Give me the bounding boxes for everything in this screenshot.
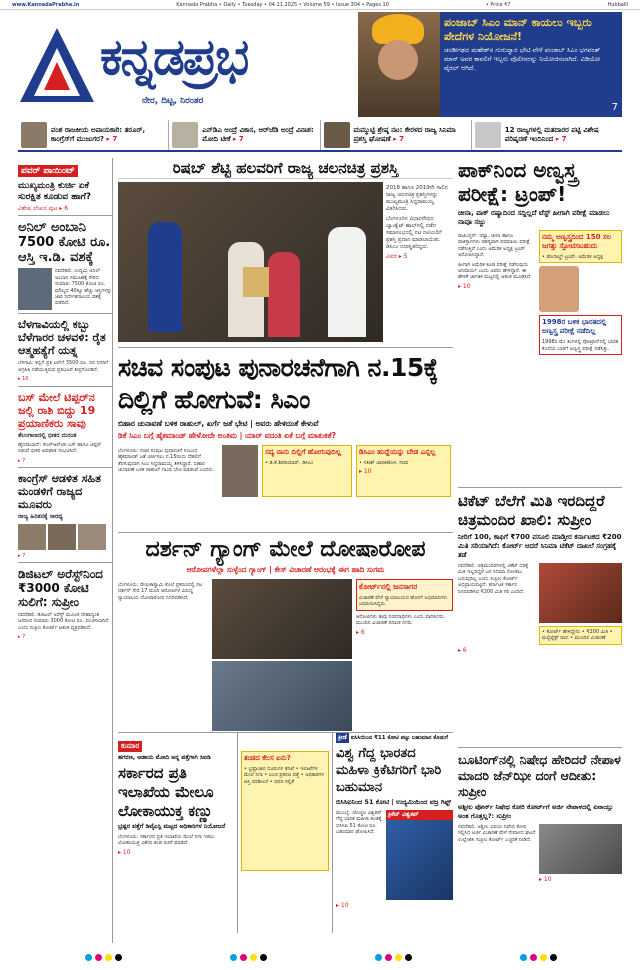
supreme-court-photo [539,824,622,874]
quote-text: ಡಿಸಿಎಂ ಹುದ್ದೆಯನ್ನು ಬೇಡ ಎನ್ನಲ್ಲ [359,448,436,456]
top-strip [0,0,640,10]
box-title: 1998ರ ಬಳಿಕ ಭಾರತದಲ್ಲಿ ಅಣ್ವಸ್ತ್ರ ಪರೀಕ್ಷೆ ನಡೆದಿಲ್ಲ [542,318,607,336]
promo-photo [358,12,440,117]
teaser-bar [18,120,622,152]
city: Hubballi [607,2,628,8]
teaser-item[interactable] [169,120,320,150]
quote-text: ಸದ್ಯ ನಾನು ದಿಲ್ಲಿಗೆ ಹೋಗುವುದಿಲ್ಲ [265,448,342,456]
website-url[interactable]: www.KannadaPrabha.in [12,2,80,8]
teaser-page: ▸ 7 [232,135,244,143]
power-point-page: ವಿಶೇಷ ಲೇಖನ ಪುಟ ▸ 6 [18,205,69,212]
story-subhead: ಅಶ್ಲೀಲ ಪೋರ್ನ್ ನಿಷೇಧ ಕೋರಿ ಕೋರ್ಟ್‌ಗೆ ಅರ್ಜಿ ನೇಪಾಳದಲ್ಲಿ ಏನಾಯ್ತು ಅಂತ ಗೊತ್ತಲ್ಲ?: ಸುಪ್ರೀಂ [458,803,614,820]
story-page: ▸ 10 [118,848,131,856]
logo-wordmark: ಕನ್ನಡಪ್ರಭ [100,28,248,86]
story-body: ಬೆಂಗಳೂರು: ಸಚಿವ ಸಂಪುಟ ಪುನಾರಚನೆ ಸಂಬಂಧ ಹೈಕಮಾಂಡ್ ಜತೆ ಚರ್ಚಿಸಲು ನ.15ರಂದು ದೆಹಲಿಗೆ ತೆರಳುವುದಾಗಿ ಸಿಎಂ ಸಿದ್ದರಾಮಯ್ಯ ತಿಳಿಸಿದ್ದಾರೆ. ಬಿಹಾರ ಚುನಾವಣೆ ಬಳಿಕ ರಾಹುಲ್ ಗಾಂಧಿ ಭೇಟಿ ಮಾಡುವೆ ಎಂದರು. [118,448,215,474]
darshan-sidebox [356,579,453,611]
story-subhead: ಬಿಹಾರ ಚುನಾವಣೆ ಬಳಿಕ ರಾಹುಲ್, ಖರ್ಗೆ ಜತೆ ಭೇಟಿ | ಅವರು ಹೇಳಿದಂತೆ ಕೇಳುವೆ [118,419,319,428]
story-headline: ಪಾಕ್‌ನಿಂದ ಅಣ್ವಸ್ತ್ರ ಪರೀಕ್ಷೆ: ಟ್ರಂಪ್! [458,158,578,206]
story-body: ಬೆಂಗಳೂರು: ರೇಣುಕಾಸ್ವಾಮಿ ಕೊಲೆ ಪ್ರಕರಣದಲ್ಲಿ ನಟ ದರ್ಶನ್ ಸೇರಿ 17 ಮಂದಿ ಆರೋಪಿಗಳ ವಿರುದ್ಧ ನ್ಯಾಯಾಲಯ ದೋಷಾರೋಪ ನಿಗದಿಪಡಿಸಿದೆ. [118,582,203,601]
teaser-item[interactable] [321,120,472,150]
box-title: ತಂಡದ ಕೆಲಸ ಏನು? [244,754,291,762]
teaser-text: 12 ರಾಜ್ಯಗಳಲ್ಲಿ ಮತದಾರರ ಪಟ್ಟಿ ವಿಶೇಷ ಪರಿಷ್ಕರಣೆ ಇಂದಿನಿಂದ [504,126,599,143]
story-headline: ಸರ್ಕಾರದ ಪ್ರತಿ ಇಲಾಖೆಯ ಮೇಲೂ ಲೋಕಾಯುಕ್ತ ಕಣ್ಣು [118,764,214,820]
member-photo [48,524,76,550]
print-registration-marks [375,954,412,961]
masthead-promo[interactable] [358,12,622,117]
power-point-text: ಮುಖ್ಯಮಂತ್ರಿ ಕುರ್ಚಿ ಏಕೆ ಸುರಕ್ಷಿತ ಕೂಡುವ ಹಾಗೆ? [18,181,92,202]
story-subhead: ಆರೋಪಗಳೆಲ್ಲಾ ಸುಳ್ಳೆಂದ ಗ್ಯಾಂಗ್ | ಕೇಸ್ ವಿಚಾರಣೆ ಆರಂಭಕ್ಕೆ ಈಗ ಹಾದಿ ಸುಗಮ [186,565,385,574]
story-subhead: ನೀರಿಗೆ 100, ಕಾಫಿಗೆ ₹700 ವಸೂಲಿ ಮಾಡ್ತೀರ ಕರ್ನಾಟಕದ ₹200 ಮಿತಿ ಸರಿಯಾಗಿದೆ: ಕೋರ್ಟ್ ಆದರೆ ಸಿನಿಮಾ ಟಿಕೆಟ್ ದಾಖಲೆ ಸಂಗ್ರಹಕ್ಕೆ ತಡೆ [458,533,622,559]
quote-author: • ಸತೀಶ್ ಜಾರಕಿಹೊಳಿ, ಸಚಿವ [359,460,409,466]
story-body-2: ಹೀಗಾಗಿ ಅಮೆರಿಕ ಕೂಡ ಪರೀಕ್ಷೆ ನಡೆಸುವುದು ಅನಿವಾರ್ಯ ಎಂದು ಅವರು ಹೇಳಿದ್ದಾರೆ. ಈ ಹೇಳಿಕೆ ಜಾಗತಿಕ ಮಟ್ಟದಲ್ಲಿ ಆತಂಕ ಮೂಡಿಸಿದೆ. [458,261,532,281]
sidebox-title: ಕೋರ್ಟ್‌ನಲ್ಲಿ ಜನಸಾಗರ [359,582,418,591]
kumar-tag: ಕುಮಾರ [118,741,142,752]
print-registration-marks [520,954,557,961]
story-headline: ಬೂಟಿಂಗ್‌ನಲ್ಲಿ ನಿಷೇಧ ಹೇರಿದರೆ ನೇಪಾಳ ಮಾದರಿ ಜೆನ್‌ಝೀ ದಂಗೆ ಆದೀತು: ಸುಪ್ರೀಂ [458,752,621,799]
logo[interactable] [18,12,363,117]
member-photo [18,524,46,550]
lokayukta-box [238,733,333,933]
center-column [118,158,453,943]
story-headline: ಸಚಿವ ಸಂಪುಟ ಪುನಾರಚನೆಗಾಗಿ ನ.15ಕ್ಕೆ ದಿಲ್ಲಿಗೆ ಹೋಗುವೆ: ಸಿಎಂ [118,353,438,414]
box-body: • ಕೋರ್ಟ್ ಹೇಳಿದ್ದೇನು • ₹200 ಮಿತಿ • ಮಲ್ಟಿಪ್ಲೆಕ್ಸ್ ವಾದ • ಮುಂದಿನ ವಿಚಾರಣೆ [542,629,613,642]
story-cabinet[interactable] [118,348,453,533]
court-crowd-photo [212,661,352,731]
teaser-item[interactable] [18,120,169,150]
sport-box-title: ಕ್ರಿಕೆಟ್ ವಿಶ್ವಕಪ್ [386,810,453,820]
story-subhead: ಚೀನಾ, ಪಾಕ್ ರಷ್ಯಾದಿಂದ ಸದ್ದಿಲ್ಲದೆ ಟೆಸ್ಟ್ ಹೀಗಾಗಿ ಪರೀಕ್ಷೆ ಮಾಡಲು ನಾವೂ ಸಜ್ಜು [458,209,610,226]
story-headline: ಬೆಳಗಾವಿಯಲ್ಲಿ ಕಬ್ಬು ಬೆಳೆಗಾರರ ಚಳವಳಿ: ರೈತ ಆತ್ಮಹತ್ಯೆಗೆ ಯತ್ನ [18,318,106,358]
teaser-page: ▸ 7 [106,135,118,143]
teaser-text: ಮಮ್ಮುಟ್ಟಿ ಶ್ರೇಷ್ಠ ನಟ: ಕೇರಳದ ರಾಜ್ಯ ಸಿನಿಮಾ ಪ್ರಶಸ್ತಿ ಘೋಷಣೆ [353,126,456,143]
teaser-text: ಎನ್‌ಡಿಎ ಅಂದ್ರೆ ವಿಕಾಸ, ಆರ್‌ಜೆಡಿ ಅಂದ್ರೆ ವಿನಾಶ: ಮೋದಿ ಟೀಕೆ [202,126,314,143]
story-womens-cricket[interactable] [333,733,453,933]
box-body: 1998ರ ಮೇ ತಿಂಗಳಲ್ಲಿ ಪೋಖ್ರಾನ್‌ನಲ್ಲಿ ಭಾರತ ಕೊನೆಯ ಬಾರಿಗೆ ಅಣ್ವಸ್ತ್ರ ಪರೀಕ್ಷೆ ನಡೆಸಿತ್ತು. [542,339,619,352]
story-subhead: ರಾಜ್ಯ ಹಿರಿತನಕ್ಕೆ ಸಾರಥ್ಯ [18,513,63,521]
story-body-filler: ಬೆಂಗಳೂರಿನ ವಿಧಾನಸೌಧದ ಬ್ಯಾಂಕ್ವೆಟ್ ಹಾಲ್‌ನಲ್ಲಿ ನಡೆದ ಸಮಾರಂಭದಲ್ಲಿ ನಟ ನಟಿಯರಿಗೆ ಪ್ರಶಸ್ತಿ ಪ್ರದಾನ ಮಾಡಲಾಯಿತು. ಡಿಸಿಎಂ ಉಪಸ್ಥಿತರಿದ್ದರು. [386,216,442,250]
power-point-tag: ಪವರ್ ಪಾಯಿಂಟ್ [18,165,78,177]
story-page: ▸ 10 [336,902,349,909]
story-ambani[interactable] [18,220,112,314]
story-headline: ಅನಿಲ್ ಅಂಬಾನಿ 7500 ಕೋಟಿ ರೂ. ಆಸ್ತಿ ಇ.ಡಿ. ವಶಕ್ಕೆ [18,220,111,266]
story-page: ▸ 10 [359,468,372,476]
teaser-text: ವಂಶ ರಾಜಕೀಯ ಅಪಾಯಕಾರಿ: ತರೂರ್, ಕಾಂಗ್ರೆಸ್‌ಗೆ ಮುಜುಗರ? [51,126,146,143]
kumar-sub: ಹಗರಣ, ಅಡಾಯ ಮೋದಿ ಅನ್ನ ಪತ್ತೆಗಾಗಿ ಸಿಐಡಿ [118,754,211,761]
print-registration-marks [85,954,122,961]
teaser-page: ▸ 7 [555,135,567,143]
story-page: ▸ 7 [18,634,26,641]
story-bus-accident[interactable] [18,391,112,469]
story-headline: ರಿಷಬ್ ಶೆಟ್ಟಿ ಹಲವರಿಗೆ ರಾಜ್ಯ ಚಲನಚಿತ್ರ ಪ್ರಶಸ್ತಿ [118,158,453,179]
price: • Price ₹7 [485,2,511,8]
story-page: ▸ 7 [18,552,26,559]
teaser-photo [172,122,198,148]
story-body: ಬೆಳಗಾವಿ: ಕಬ್ಬಿಗೆ ಪ್ರತಿ ಟನ್‌ಗೆ 3500 ರೂ. ದರ ನಿಗದಿಗೆ ಆಗ್ರಹಿಸಿ ನಡೆಯುತ್ತಿರುವ ಪ್ರತಿಭಟನೆ ತೀವ್ರಗೊಂಡಿದೆ. [18,360,109,373]
box-body: • ಭ್ರಷ್ಟಾಚಾರ ದೂರುಗಳ ತನಿಖೆ • ಇಲಾಖೆಗಳ ಮೇಲೆ ನಿಗಾ • ಲಂಚ ಪ್ರಕರಣ ಪತ್ತೆ • ಅಧಿಕಾರಿಗಳ ಆಸ್ತಿ ಪರಿಶೀಲನೆ • ವರದಿ ಸಲ್ಲಿಕೆ [244,766,324,785]
quote-text: ನಮ್ಮ ಅಣ್ವಸ್ತ್ರದಿಂದ 150 ಸಲ ಜಗತ್ತು ಸ್ಫೋಟಿಸಬಹುದು [542,233,612,250]
story-film-awards[interactable] [118,158,453,348]
edition-info: Kannada Prabha • Daily • Tuesday • 04.11.2025 • Volume 59 • Issue 304 • Pages 10 [176,2,389,8]
story-body: 2018 ಹಾಗೂ 2019ನೇ ಸಾಲಿನ ರಾಜ್ಯ ಚಲನಚಿತ್ರ ಪ್ರಶಸ್ತಿಗಳನ್ನು ಮುಖ್ಯಮಂತ್ರಿ ಸಿದ್ದರಾಮಯ್ಯ ವಿತರಿಸಿದರು. [386,185,448,212]
story-subhead: ಬಿಸಿಸಿಐನಿಂದ 51 ಕೋಟಿ | ಉದ್ಯಮಿಯಿಂದ ವಜ್ರ ಗಿಫ್ಟ್ [336,798,452,806]
tagline: ನೇರ, ದಿಟ್ಟ, ನಿರಂತರ [142,96,204,106]
sport-kicker: ಐಸಿಸಿಯಿಂದ ₹11 ಕೋಟಿ ಪಟ್ಟು ಬಹುಮಾನ ಕೊಡುಗೆ [350,734,449,741]
sport-tag: ಕ್ರೀಡೆ [338,734,347,741]
ambani-photo [18,268,52,310]
story-cinema-ticket[interactable] [458,488,622,748]
theatre-photo [539,563,622,623]
power-point-box[interactable] [18,158,112,216]
cinema-points-box [539,626,622,645]
story-headline: ಬಸ್ ಮೇಲೆ ಟಿಪ್ಪರ್‌ನ ಜಲ್ಲಿ ರಾಶಿ ಬಿದ್ದು 19 ಪ್ರಯಾಣಿಕರು ಸಾವು [18,390,96,430]
quote-box-dks [262,445,352,497]
promo-headline: ಪಂಜಾಬ್ ಸಿಎಂ ಮಾನ್ ಕಾಯಲು ಇಬ್ಬರು ಪೇದೆಗಳ ನಿಯೋಜನೆ! [444,16,592,43]
left-column [18,158,113,943]
trump-quote-box [539,230,622,263]
story-body: ಬೆಂಗಳೂರು: ಸರ್ಕಾರದ ಪ್ರತಿ ಇಲಾಖೆಯ ಮೇಲೆ ನಿಗಾ ಇಡಲು ಲೋಕಾಯುಕ್ತ ವಿಶೇಷ ತಂಡ ರಚನೆ ಮಾಡಿದೆ. [118,834,215,847]
story-body-2: ಆರೋಪಿಗಳು ತಾವು ನಿರಪರಾಧಿಗಳು ಎಂದು ವಾದಿಸಿದರು. ಮುಂದಿನ ವಿಚಾರಣೆ ದಿನಾಂಕ ನಿಗದಿ. [356,613,446,627]
story-trump[interactable] [458,158,622,488]
story-headline: ದರ್ಶನ್ ಗ್ಯಾಂಗ್ ಮೇಲೆ ದೋಷಾರೋಪ [145,537,426,562]
story-subhead: ತೆಲಂಗಾಣದಲ್ಲಿ ಭೀಕರ ದುರಂತ [18,431,77,439]
teaser-item[interactable] [472,120,622,150]
trump-photo [539,266,579,312]
story-headline: ಡಿಜಿಟಲ್ ಅರೆಸ್ಟ್‌ನಿಂದ ₹3000 ಕೋಟಿ ಸುಲಿಗೆ: ಸುಪ್ರೀಂ [18,567,103,610]
story-body: ನವದೆಹಲಿ: ಉದ್ಯಮಿ ಅನಿಲ್ ಅಂಬಾನಿ ಸಮೂಹಕ್ಕೆ ಸೇರಿದ ಸುಮಾರು 7500 ಕೋಟಿ ರೂ. ಮೌಲ್ಯದ 40ಕ್ಕೂ ಹೆಚ್ಚು ಆಸ್ತಿಗಳನ್ನು ಜಾರಿ ನಿರ್ದೇಶನಾಲಯ ವಶಕ್ಕೆ ಪಡೆದಿದೆ. [55,268,112,307]
teaser-photo [21,122,47,148]
logo-triangle-icon [18,26,96,104]
quote-box-jarkiholi [356,445,451,497]
teaser-photo [324,122,350,148]
nuclear-test-box [539,315,622,355]
quote-author: • ಡಿ.ಕೆ.ಶಿವಕುಮಾರ್, ಡಿಸಿಎಂ [265,460,314,466]
right-column [458,158,622,943]
story-body: ಹೈದರಾಬಾದ್: ಕೆಎಸ್‌ಆರ್‌ಟಿಸಿ ಬಸ್ ಹಾಗೂ ಟಿಪ್ಪರ್ ನಡುವೆ ಭೀಕರ ಅಪಘಾತ ಸಂಭವಿಸಿದೆ. [18,442,102,455]
story-digital-arrest[interactable] [18,567,112,641]
story-genz[interactable] [458,748,622,883]
sidebox-body: ವಿಚಾರಣೆ ವೇಳೆ ನ್ಯಾಯಾಲಯದ ಹೊರಗೆ ಅಭಿಮಾನಿಗಳು ಜಮಾಯಿಸಿದ್ದರು. [359,595,448,608]
story-lokayukta[interactable] [118,733,238,933]
story-body: ನವದೆಹಲಿ: ಚಿತ್ರಮಂದಿರಗಳಲ್ಲಿ ಟಿಕೆಟ್ ದರಕ್ಕೆ ಮಿತಿ ಇಲ್ಲದಿದ್ದರೆ ಜನ ಸಿನಿಮಾ ನೋಡಲು ಬರುವುದಿಲ್ಲ ಎಂದು ಸುಪ್ರೀಂ ಕೋರ್ಟ್ ಅಭಿಪ್ರಾಯಪಟ್ಟಿದೆ. ಕರ್ನಾಟಕ ಸರ್ಕಾರ ನಿಗದಿಪಡಿಸಿದ ₹200 ಮಿತಿ ಸರಿ ಎಂದಿದೆ. [458,563,529,595]
masthead [18,12,622,117]
darshan-photo [212,579,352,659]
story-headline: ಟಿಕೆಟ್ ಬೆಲೆಗೆ ಮಿತಿ ಇರದಿದ್ದರೆ ಚಿತ್ರಮಂದಿರ ಖಾಲಿ: ಸುಪ್ರೀಂ [458,492,605,529]
story-page: ▸ 7 [18,457,26,464]
story-subhead-2: ಡಿಕೆ ಸಿಎಂ ಬಗ್ಗೆ ಹೈಕಮಾಂಡ್ ಹೇಳೋದೇ ಅಂತಿಮ | ಯಾರ್ ವದಂತಿ ಏಕೆ ಬಗ್ಗೆ ಮಾತುಕತೆ? [118,431,337,440]
member-photo [78,524,106,550]
story-headline: ಕಾಂಗ್ರೆಸ್ ಆಡಳಿತ ಸಹಿತ ಮಂಡಳಿಗೆ ರಾಜ್ಯದ ಮೂವರು [18,472,101,512]
teaser-photo [475,122,501,148]
story-subhead: ಭ್ರಷ್ಟರ ಪತ್ತೆಗೆ ಡಿವೈಎಸ್ಪಿ ಮಟ್ಟದ ಅಧಿಕಾರಿಗಳ ನಿಯೋಜನೆ [118,823,226,830]
story-page: ▸ 6 [356,628,365,636]
story-body: ನವದೆಹಲಿ: ಅಶ್ಲೀಲ ವಿಷಯ ನಿಷೇಧ ಕೋರಿ ಸಲ್ಲಿಸಿದ ಅರ್ಜಿ ವಿಚಾರಣೆ ವೇಳೆ ನೇಪಾಳದ ಘಟನೆ ಉಲ್ಲೇಖಿಸಿ ಸುಪ್ರೀಂ ಕೋರ್ಟ್ ಎಚ್ಚರಿಕೆ ನೀಡಿದೆ. [458,824,536,843]
story-congress[interactable] [18,472,112,563]
story-body: ವಾಷಿಂಗ್ಟನ್: ರಷ್ಯಾ, ಚೀನಾ ಹಾಗೂ ಪಾಕಿಸ್ತಾನಗಳು ರಹಸ್ಯವಾಗಿ ಪರಮಾಣು ಪರೀಕ್ಷೆ ನಡೆಸುತ್ತಿವೆ ಎಂದು ಅಮೆರಿಕ ಅಧ್ಯಕ್ಷ ಟ್ರಂಪ್ ಆರೋಪಿಸಿದ್ದಾರೆ. [458,233,530,259]
cm-photo [222,445,258,497]
story-page: ▸ 10 [539,876,552,883]
awards-photo [118,182,383,342]
cricket-photo [386,820,453,900]
promo-page-ref: 7 [611,102,618,113]
story-body: ಮುಂಬೈ: ಚೊಚ್ಚಲ ವಿಶ್ವಕಪ್ ಗೆದ್ದ ಭಾರತ ಮಹಿಳಾ ತಂಡಕ್ಕೆ ಬಿಸಿಸಿಐ 51 ಕೋಟಿ ರೂ. ಬಹುಮಾನ ಘೋಷಿಸಿದೆ. [336,810,382,836]
story-belagavi[interactable] [18,318,112,386]
print-registration-marks [230,954,267,961]
award-plaque [243,267,269,297]
story-page: ವಿವರ ▸ 5 [386,253,408,260]
story-page: ▸ 10 [18,376,29,383]
bottom-split [118,733,453,933]
quote-author: • ಡೊನಾಲ್ಡ್ ಟ್ರಂಪ್, ಅಮೆರಿಕ ಅಧ್ಯಕ್ಷ [542,254,604,260]
story-page: ▸ 6 [458,646,467,654]
story-page: ▸ 10 [458,282,471,290]
story-headline: ವಿಶ್ವ ಗೆದ್ದ ಭಾರತದ ಮಹಿಳಾ ಕ್ರಿಕೆಟಿಗರಿಗೆ ಭಾರಿ ಬಹುಮಾನ [336,746,442,795]
teaser-page: ▸ 7 [393,135,405,143]
story-body: ನವದೆಹಲಿ: ಡಿಜಿಟಲ್ ಅರೆಸ್ಟ್ ಮೂಲಕ ದೇಶಾದ್ಯಂತ ಜನರಿಂದ ಸುಮಾರು 3000 ಕೋಟಿ ರೂ. ವಂಚಿಸಲಾಗಿದೆ ಎಂದು ಸುಪ್ರೀಂ ಕೋರ್ಟ್ ಆತಂಕ ವ್ಯಕ್ತಪಡಿಸಿದೆ. [18,612,109,631]
story-darshan[interactable] [118,533,453,733]
promo-body: ಚಂಡೀಗಢದ ಮಹೇಶ್‌ನ ಗುರುದ್ವಾರ ಭೇಟಿ ವೇಳೆ ಪಂಜಾಬ್ ಸಿಎಂ ಭಗವಂತ್ ಮಾನ್ ಅವರ ಕಾವಲಿಗೆ ಇಬ್ಬರು ಪೊಲೀಸರನ್ನು ನಿಯೋಜಿಸಲಾಗಿದೆ. ವಿಡಿಯೋ ವೈರಲ್ ಆಗಿದೆ. [444,46,601,72]
